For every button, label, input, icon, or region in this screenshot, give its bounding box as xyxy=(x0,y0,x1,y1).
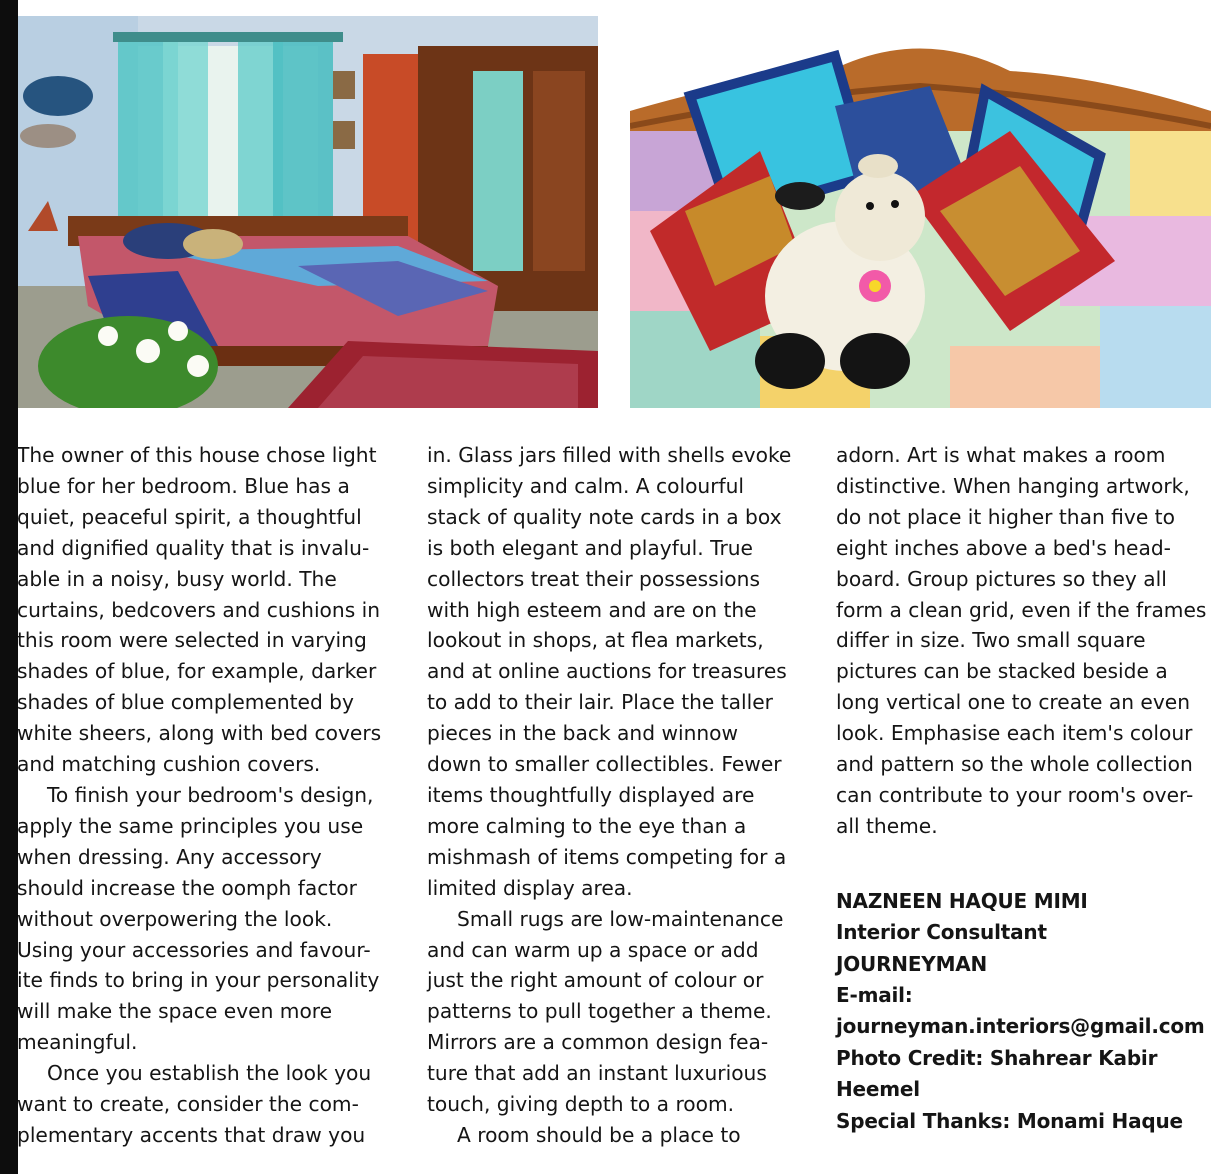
text-line: curtains, bedcovers and cushions in xyxy=(17,597,381,622)
author-name: NAZNEEN HAQUE MIMI xyxy=(836,888,1088,913)
text-line: shades of blue complemented by xyxy=(17,690,354,715)
text-line: board. Group pictures so they all xyxy=(836,566,1167,591)
text-line: limited display area. xyxy=(427,875,633,900)
bedroom-photo xyxy=(18,16,598,408)
text-line: is both elegant and playful. True xyxy=(427,535,753,560)
company-name: JOURNEYMAN xyxy=(836,951,988,976)
text-line: distinctive. When hanging artwork, xyxy=(836,473,1190,498)
text-line: pictures can be stacked beside a xyxy=(836,659,1168,684)
text-line: can contribute to your room's over- xyxy=(836,782,1194,807)
page-edge-bar xyxy=(0,0,18,1174)
text-line: all theme. xyxy=(836,813,938,838)
author-role: Interior Consultant xyxy=(836,920,1047,945)
text-line: should increase the oomph factor xyxy=(17,875,357,900)
text-line: Once you establish the look you xyxy=(47,1061,372,1086)
article-column-3 xyxy=(836,440,1211,1137)
text-line: meaningful. xyxy=(17,1030,138,1055)
text-line: look. Emphasise each item's colour xyxy=(836,721,1193,746)
text-line: able in a noisy, busy world. The xyxy=(17,566,337,591)
text-line: lookout in shops, at flea markets, xyxy=(427,628,764,653)
text-line: down to smaller collectibles. Fewer xyxy=(427,752,782,777)
text-line: pieces in the back and winnow xyxy=(427,721,739,746)
text-line: simplicity and calm. A colourful xyxy=(427,473,745,498)
article-column-1 xyxy=(17,440,392,1151)
text-line: ite finds to bring in your personality xyxy=(17,968,380,993)
text-line: and at online auctions for treasures xyxy=(427,659,787,684)
text-line: Using your accessories and favour- xyxy=(17,937,371,962)
text-line: and pattern so the whole collection xyxy=(836,752,1193,777)
text-line: differ in size. Two small square xyxy=(836,628,1146,653)
text-line: quiet, peaceful spirit, a thoughtful xyxy=(17,504,362,529)
text-line: Small rugs are low-maintenance xyxy=(457,906,784,931)
text-line: in. Glass jars filled with shells evoke xyxy=(427,443,792,467)
text-line: just the right amount of colour or xyxy=(427,968,764,993)
text-line: apply the same principles you use xyxy=(17,813,364,838)
text-line: to add to their lair. Place the taller xyxy=(427,690,773,715)
text-line: items thoughtfully displayed are xyxy=(427,782,755,807)
text-line: patterns to pull together a theme. xyxy=(427,999,772,1024)
text-line: and matching cushion covers. xyxy=(17,752,321,777)
email-label: E-mail: xyxy=(836,983,913,1007)
text-line: plementary accents that draw you xyxy=(17,1122,366,1147)
text-line: shades of blue, for example, darker xyxy=(17,659,377,684)
text-line: and dignified quality that is invalu- xyxy=(17,535,370,560)
text-line: mishmash of items competing for a xyxy=(427,844,787,869)
text-line: will make the space even more xyxy=(17,999,333,1024)
text-line: A room should be a place to xyxy=(457,1122,741,1147)
text-line: The owner of this house chose light xyxy=(17,443,377,467)
text-line: stack of quality note cards in a box xyxy=(427,504,782,529)
text-line: blue for her bedroom. Blue has a xyxy=(17,473,350,498)
text-line: when dressing. Any accessory xyxy=(17,844,322,869)
article-column-2 xyxy=(427,440,802,1151)
text-line: long vertical one to create an even xyxy=(836,690,1191,715)
text-line: Mirrors are a common design fea- xyxy=(427,1030,769,1055)
text-line: without overpowering the look. xyxy=(17,906,333,931)
text-line: touch, giving depth to a room. xyxy=(427,1092,735,1117)
photo-credit-continued: Heemel xyxy=(836,1077,920,1102)
bedroom-illustration xyxy=(18,16,598,408)
text-line: adorn. Art is what makes a room xyxy=(836,443,1166,467)
text-line: collectors treat their possessions xyxy=(427,566,760,591)
email-address: journeyman.interiors@gmail.com xyxy=(836,1014,1205,1039)
text-line: want to create, consider the com- xyxy=(17,1092,359,1117)
text-line: ture that add an instant luxurious xyxy=(427,1061,767,1086)
text-line: To finish your bedroom's design, xyxy=(47,782,374,807)
text-line: with high esteem and are on the xyxy=(427,597,757,622)
cushions-photo xyxy=(630,16,1211,408)
special-thanks: Special Thanks: Monami Haque xyxy=(836,1108,1183,1133)
article-credits xyxy=(836,886,1211,1137)
text-line: white sheers, along with bed covers xyxy=(17,721,382,746)
cushions-illustration xyxy=(630,16,1211,408)
text-line: and can warm up a space or add xyxy=(427,937,759,962)
text-line: form a clean grid, even if the frames xyxy=(836,597,1207,622)
photo-credit: Photo Credit: Shahrear Kabir xyxy=(836,1045,1158,1070)
text-line: more calming to the eye than a xyxy=(427,813,747,838)
text-line: eight inches above a bed's head- xyxy=(836,535,1171,560)
text-line: this room were selected in varying xyxy=(17,628,367,653)
text-line: do not place it higher than five to xyxy=(836,504,1175,529)
